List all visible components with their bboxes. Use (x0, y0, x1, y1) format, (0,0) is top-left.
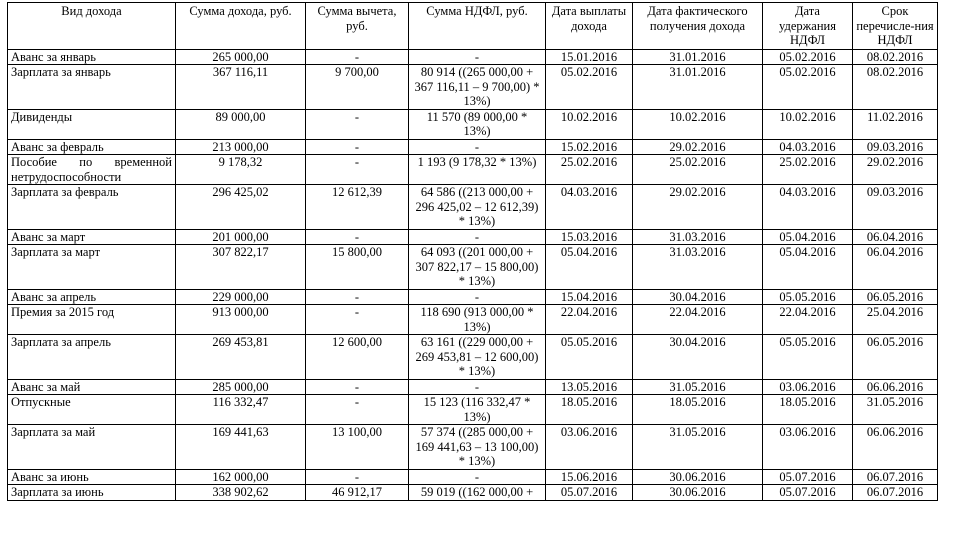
header-transfer-deadline: Срок перечисле-ния НДФЛ (853, 3, 938, 50)
cell-tax-amount: - (409, 379, 546, 395)
cell-payment-date: 10.02.2016 (546, 109, 633, 139)
cell-income-type: Аванс за июнь (8, 469, 176, 485)
cell-payment-date: 03.06.2016 (546, 425, 633, 470)
table-row (8, 289, 938, 305)
cell-actual-receipt-date: 31.01.2016 (633, 65, 763, 110)
cell-transfer-deadline: 06.06.2016 (853, 379, 938, 395)
cell-income-amount: 913 000,00 (176, 305, 306, 335)
cell-income-amount: 89 000,00 (176, 109, 306, 139)
cell-deduction-amount: 9 700,00 (306, 65, 409, 110)
cell-payment-date: 15.04.2016 (546, 289, 633, 305)
cell-payment-date: 04.03.2016 (546, 185, 633, 230)
cell-transfer-deadline: 08.02.2016 (853, 49, 938, 65)
cell-withholding-date: 03.06.2016 (763, 379, 853, 395)
cell-payment-date: 15.03.2016 (546, 229, 633, 245)
cell-tax-amount: - (409, 49, 546, 65)
cell-transfer-deadline: 11.02.2016 (853, 109, 938, 139)
cell-deduction-amount: 13 100,00 (306, 425, 409, 470)
table-row (8, 65, 938, 110)
cell-deduction-amount: - (306, 395, 409, 425)
cell-income-amount: 169 441,63 (176, 425, 306, 470)
cell-withholding-date: 25.02.2016 (763, 155, 853, 185)
cell-tax-amount: 57 374 ((285 000,00 + 169 441,63 – 13 100,00) * 13%) (409, 425, 546, 470)
header-tax-amount: Сумма НДФЛ, руб. (409, 3, 546, 50)
cell-payment-date: 05.04.2016 (546, 245, 633, 290)
cell-deduction-amount: - (306, 49, 409, 65)
table-header (8, 3, 938, 50)
cell-withholding-date: 05.07.2016 (763, 485, 853, 501)
cell-withholding-date: 05.05.2016 (763, 335, 853, 380)
header-deduction-amount: Сумма вычета, руб. (306, 3, 409, 50)
cell-transfer-deadline: 08.02.2016 (853, 65, 938, 110)
cell-withholding-date: 04.03.2016 (763, 185, 853, 230)
cell-tax-amount: 118 690 (913 000,00 * 13%) (409, 305, 546, 335)
cell-withholding-date: 05.04.2016 (763, 229, 853, 245)
cell-payment-date: 22.04.2016 (546, 305, 633, 335)
cell-withholding-date: 10.02.2016 (763, 109, 853, 139)
cell-deduction-amount: - (306, 469, 409, 485)
cell-tax-amount: 1 193 (9 178,32 * 13%) (409, 155, 546, 185)
cell-deduction-amount: - (306, 229, 409, 245)
table-body (8, 49, 938, 500)
table-row (8, 379, 938, 395)
cell-transfer-deadline: 06.05.2016 (853, 289, 938, 305)
cell-payment-date: 05.02.2016 (546, 65, 633, 110)
table-row (8, 185, 938, 230)
cell-income-type: Зарплата за январь (8, 65, 176, 110)
cell-deduction-amount: - (306, 155, 409, 185)
cell-actual-receipt-date: 29.02.2016 (633, 139, 763, 155)
cell-deduction-amount: - (306, 109, 409, 139)
cell-income-type: Зарплата за февраль (8, 185, 176, 230)
cell-transfer-deadline: 29.02.2016 (853, 155, 938, 185)
table-row (8, 245, 938, 290)
ndfl-table (7, 2, 938, 501)
cell-payment-date: 05.07.2016 (546, 485, 633, 501)
cell-income-type: Премия за 2015 год (8, 305, 176, 335)
cell-actual-receipt-date: 31.03.2016 (633, 245, 763, 290)
cell-income-amount: 162 000,00 (176, 469, 306, 485)
cell-deduction-amount: - (306, 379, 409, 395)
cell-withholding-date: 04.03.2016 (763, 139, 853, 155)
cell-withholding-date: 03.06.2016 (763, 425, 853, 470)
cell-withholding-date: 18.05.2016 (763, 395, 853, 425)
table-row (8, 109, 938, 139)
cell-actual-receipt-date: 30.04.2016 (633, 335, 763, 380)
cell-payment-date: 15.02.2016 (546, 139, 633, 155)
cell-income-amount: 213 000,00 (176, 139, 306, 155)
cell-payment-date: 18.05.2016 (546, 395, 633, 425)
cell-withholding-date: 05.07.2016 (763, 469, 853, 485)
cell-income-type: Зарплата за июнь (8, 485, 176, 501)
cell-payment-date: 25.02.2016 (546, 155, 633, 185)
cell-transfer-deadline: 06.07.2016 (853, 485, 938, 501)
cell-income-amount: 269 453,81 (176, 335, 306, 380)
cell-actual-receipt-date: 31.03.2016 (633, 229, 763, 245)
cell-actual-receipt-date: 22.04.2016 (633, 305, 763, 335)
cell-income-type: Отпускные (8, 395, 176, 425)
cell-income-type: Пособие по временной нетрудоспособности (8, 155, 176, 185)
cell-transfer-deadline: 06.06.2016 (853, 425, 938, 470)
cell-transfer-deadline: 06.05.2016 (853, 335, 938, 380)
cell-tax-amount: - (409, 139, 546, 155)
cell-income-amount: 367 116,11 (176, 65, 306, 110)
cell-withholding-date: 22.04.2016 (763, 305, 853, 335)
cell-income-amount: 229 000,00 (176, 289, 306, 305)
cell-tax-amount: 80 914 ((265 000,00 + 367 116,11 – 9 700,00) * 13%) (409, 65, 546, 110)
cell-actual-receipt-date: 25.02.2016 (633, 155, 763, 185)
table-row (8, 425, 938, 470)
cell-actual-receipt-date: 31.01.2016 (633, 49, 763, 65)
cell-withholding-date: 05.02.2016 (763, 49, 853, 65)
cell-income-amount: 296 425,02 (176, 185, 306, 230)
cell-transfer-deadline: 06.04.2016 (853, 229, 938, 245)
cell-actual-receipt-date: 29.02.2016 (633, 185, 763, 230)
cell-transfer-deadline: 06.07.2016 (853, 469, 938, 485)
cell-actual-receipt-date: 30.04.2016 (633, 289, 763, 305)
cell-deduction-amount: 46 912,17 (306, 485, 409, 501)
cell-tax-amount: - (409, 289, 546, 305)
cell-deduction-amount: - (306, 305, 409, 335)
cell-income-type: Аванс за май (8, 379, 176, 395)
cell-tax-amount: 63 161 ((229 000,00 + 269 453,81 – 12 600,00) * 13%) (409, 335, 546, 380)
table-row (8, 305, 938, 335)
cell-income-amount: 201 000,00 (176, 229, 306, 245)
cell-deduction-amount: 12 600,00 (306, 335, 409, 380)
table-row (8, 139, 938, 155)
cell-payment-date: 13.05.2016 (546, 379, 633, 395)
header-payment-date: Дата выплаты дохода (546, 3, 633, 50)
cell-income-type: Зарплата за май (8, 425, 176, 470)
cell-income-amount: 9 178,32 (176, 155, 306, 185)
cell-actual-receipt-date: 10.02.2016 (633, 109, 763, 139)
cell-withholding-date: 05.05.2016 (763, 289, 853, 305)
header-row (8, 3, 938, 50)
cell-withholding-date: 05.02.2016 (763, 65, 853, 110)
table-row (8, 229, 938, 245)
cell-income-type: Зарплата за март (8, 245, 176, 290)
header-actual-receipt-date: Дата фактического получения дохода (633, 3, 763, 50)
cell-actual-receipt-date: 31.05.2016 (633, 379, 763, 395)
cell-tax-amount: 64 586 ((213 000,00 + 296 425,02 – 12 612,39) * 13%) (409, 185, 546, 230)
cell-income-amount: 307 822,17 (176, 245, 306, 290)
table-row (8, 49, 938, 65)
table-row (8, 155, 938, 185)
cell-income-amount: 285 000,00 (176, 379, 306, 395)
cell-transfer-deadline: 31.05.2016 (853, 395, 938, 425)
cell-payment-date: 15.06.2016 (546, 469, 633, 485)
cell-transfer-deadline: 09.03.2016 (853, 139, 938, 155)
table-row (8, 395, 938, 425)
cell-tax-amount: - (409, 469, 546, 485)
cell-transfer-deadline: 09.03.2016 (853, 185, 938, 230)
cell-deduction-amount: - (306, 289, 409, 305)
cell-income-amount: 338 902,62 (176, 485, 306, 501)
header-income-type: Вид дохода (8, 3, 176, 50)
cell-tax-amount: 59 019 ((162 000,00 + (409, 485, 546, 501)
cell-income-type: Аванс за январь (8, 49, 176, 65)
table-row (8, 485, 938, 501)
cell-tax-amount: 15 123 (116 332,47 * 13%) (409, 395, 546, 425)
cell-deduction-amount: 12 612,39 (306, 185, 409, 230)
cell-income-type: Аванс за февраль (8, 139, 176, 155)
cell-actual-receipt-date: 18.05.2016 (633, 395, 763, 425)
cell-deduction-amount: 15 800,00 (306, 245, 409, 290)
cell-actual-receipt-date: 31.05.2016 (633, 425, 763, 470)
cell-income-amount: 265 000,00 (176, 49, 306, 65)
cell-actual-receipt-date: 30.06.2016 (633, 485, 763, 501)
cell-tax-amount: 11 570 (89 000,00 * 13%) (409, 109, 546, 139)
cell-withholding-date: 05.04.2016 (763, 245, 853, 290)
cell-income-type: Зарплата за апрель (8, 335, 176, 380)
cell-income-type: Аванс за март (8, 229, 176, 245)
cell-tax-amount: 64 093 ((201 000,00 + 307 822,17 – 15 800,00) * 13%) (409, 245, 546, 290)
header-income-amount: Сумма дохода, руб. (176, 3, 306, 50)
cell-transfer-deadline: 06.04.2016 (853, 245, 938, 290)
cell-actual-receipt-date: 30.06.2016 (633, 469, 763, 485)
cell-income-amount: 116 332,47 (176, 395, 306, 425)
cell-income-type: Аванс за апрель (8, 289, 176, 305)
cell-tax-amount: - (409, 229, 546, 245)
cell-deduction-amount: - (306, 139, 409, 155)
table-row (8, 469, 938, 485)
cell-income-type: Дивиденды (8, 109, 176, 139)
header-withholding-date: Дата удержания НДФЛ (763, 3, 853, 50)
cell-payment-date: 15.01.2016 (546, 49, 633, 65)
table-row (8, 335, 938, 380)
cell-transfer-deadline: 25.04.2016 (853, 305, 938, 335)
cell-payment-date: 05.05.2016 (546, 335, 633, 380)
